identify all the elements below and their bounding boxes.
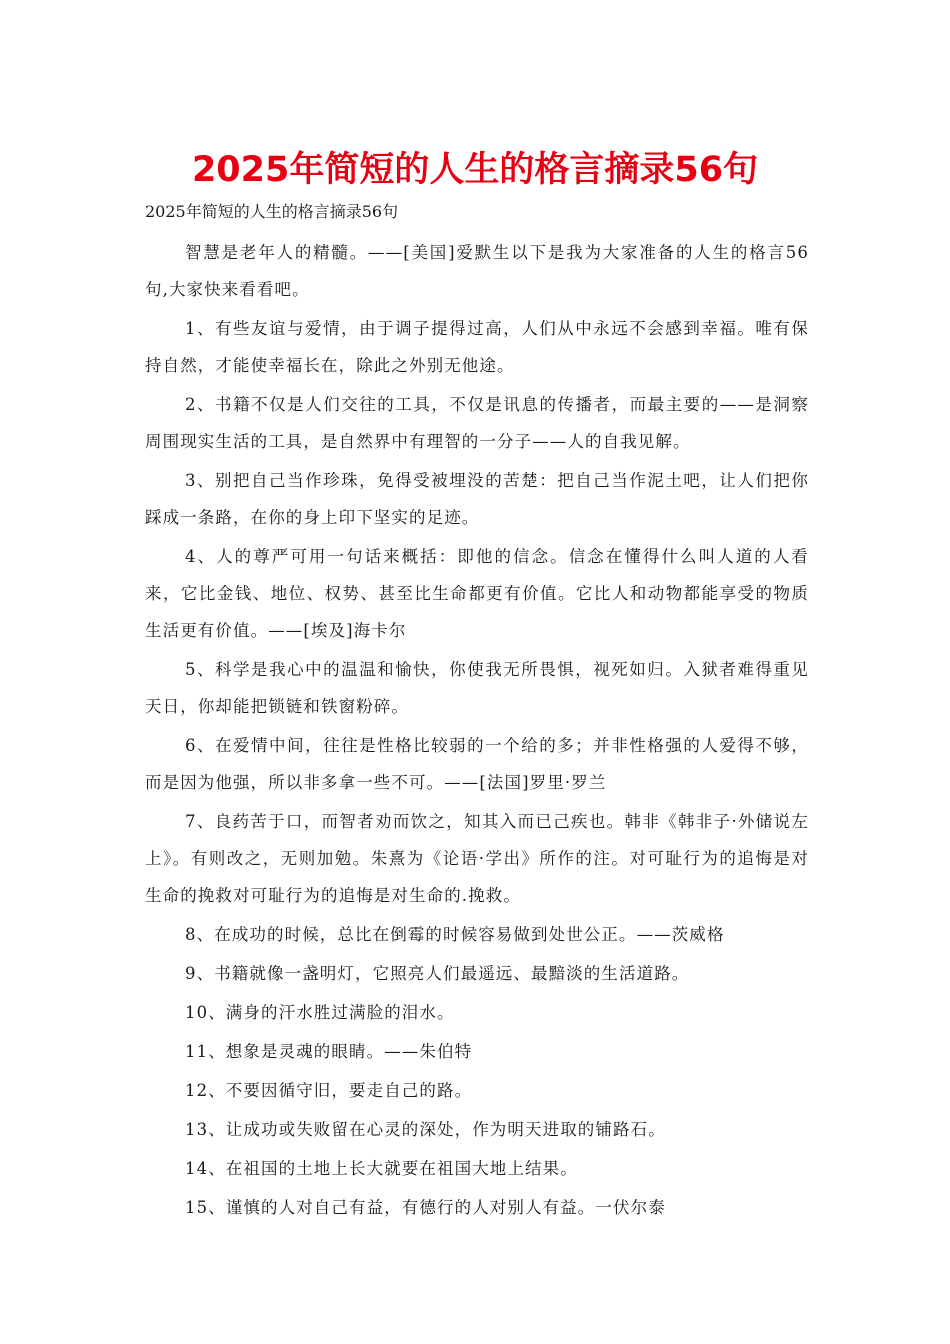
quote-9: 9、书籍就像一盏明灯，它照亮人们最遥远、最黯淡的生活道路。	[185, 964, 690, 983]
quote-6: 6、在爱情中间，往往是性格比较弱的一个给的多；并非性格强的人爱得不够，而是因为他强，所以非多拿一些不可。——[法国]罗里·罗兰	[145, 736, 809, 792]
intro-paragraph: 智慧是老年人的精髓。——[美国]爱默生以下是我为大家准备的人生的格言56句,大家快来看看吧。	[145, 243, 809, 299]
quote-14: 14、在祖国的土地上长大就要在祖国大地上结果。	[185, 1159, 578, 1178]
quote-12: 12、不要因循守旧，要走自己的路。	[185, 1081, 473, 1100]
quote-4: 4、人的尊严可用一句话来概括：即他的信念。信念在懂得什么叫人道的人看来，它比金钱、地位、权势、甚至比生命都更有价值。它比人和动物都能享受的物质生活更有价值。——[埃及]海卡尔	[145, 547, 809, 640]
quote-1: 1、有些友谊与爱情，由于调子提得过高，人们从中永远不会感到幸福。唯有保持自然，才能使幸福长在，除此之外别无他途。	[145, 319, 809, 375]
quote-2: 2、书籍不仅是人们交往的工具，不仅是讯息的传播者，而最主要的——是洞察周围现实生活的工具，是自然界中有理智的一分子——人的自我见解。	[145, 395, 809, 451]
quote-11: 11、想象是灵魂的眼睛。——朱伯特	[185, 1042, 473, 1061]
document-title: 2025年简短的人生的格言摘录56句	[191, 150, 759, 190]
quote-5: 5、科学是我心中的温温和愉快，你使我无所畏惧，视死如归。入狱者难得重见天日，你却能把锁链和铁窗粉碎。	[145, 660, 809, 716]
document-body	[145, 234, 809, 1228]
quote-13: 13、让成功或失败留在心灵的深处，作为明天进取的铺路石。	[185, 1120, 666, 1139]
quote-15: 15、谨慎的人对自己有益，有德行的人对别人有益。一伏尔泰	[185, 1198, 666, 1217]
quote-3: 3、别把自己当作珍珠，免得受被埋没的苦楚：把自己当作泥土吧，让人们把你踩成一条路，在你的身上印下坚实的足迹。	[145, 471, 809, 527]
document-subtitle: 2025年简短的人生的格言摘录56句	[145, 202, 399, 221]
quote-8: 8、在成功的时候，总比在倒霉的时候容易做到处世公正。——茨威格	[185, 925, 725, 944]
quote-10: 10、满身的汗水胜过满脸的泪水。	[185, 1003, 455, 1022]
quote-7: 7、良药苦于口，而智者劝而饮之，知其入而已己疾也。韩非《韩非子·外储说左上》。有则改之，无则加勉。朱熹为《论语·学出》所作的注。对可耻行为的追悔是对生命的挽救对可耻行为的追悔是对生命的.挽救。	[145, 812, 809, 905]
